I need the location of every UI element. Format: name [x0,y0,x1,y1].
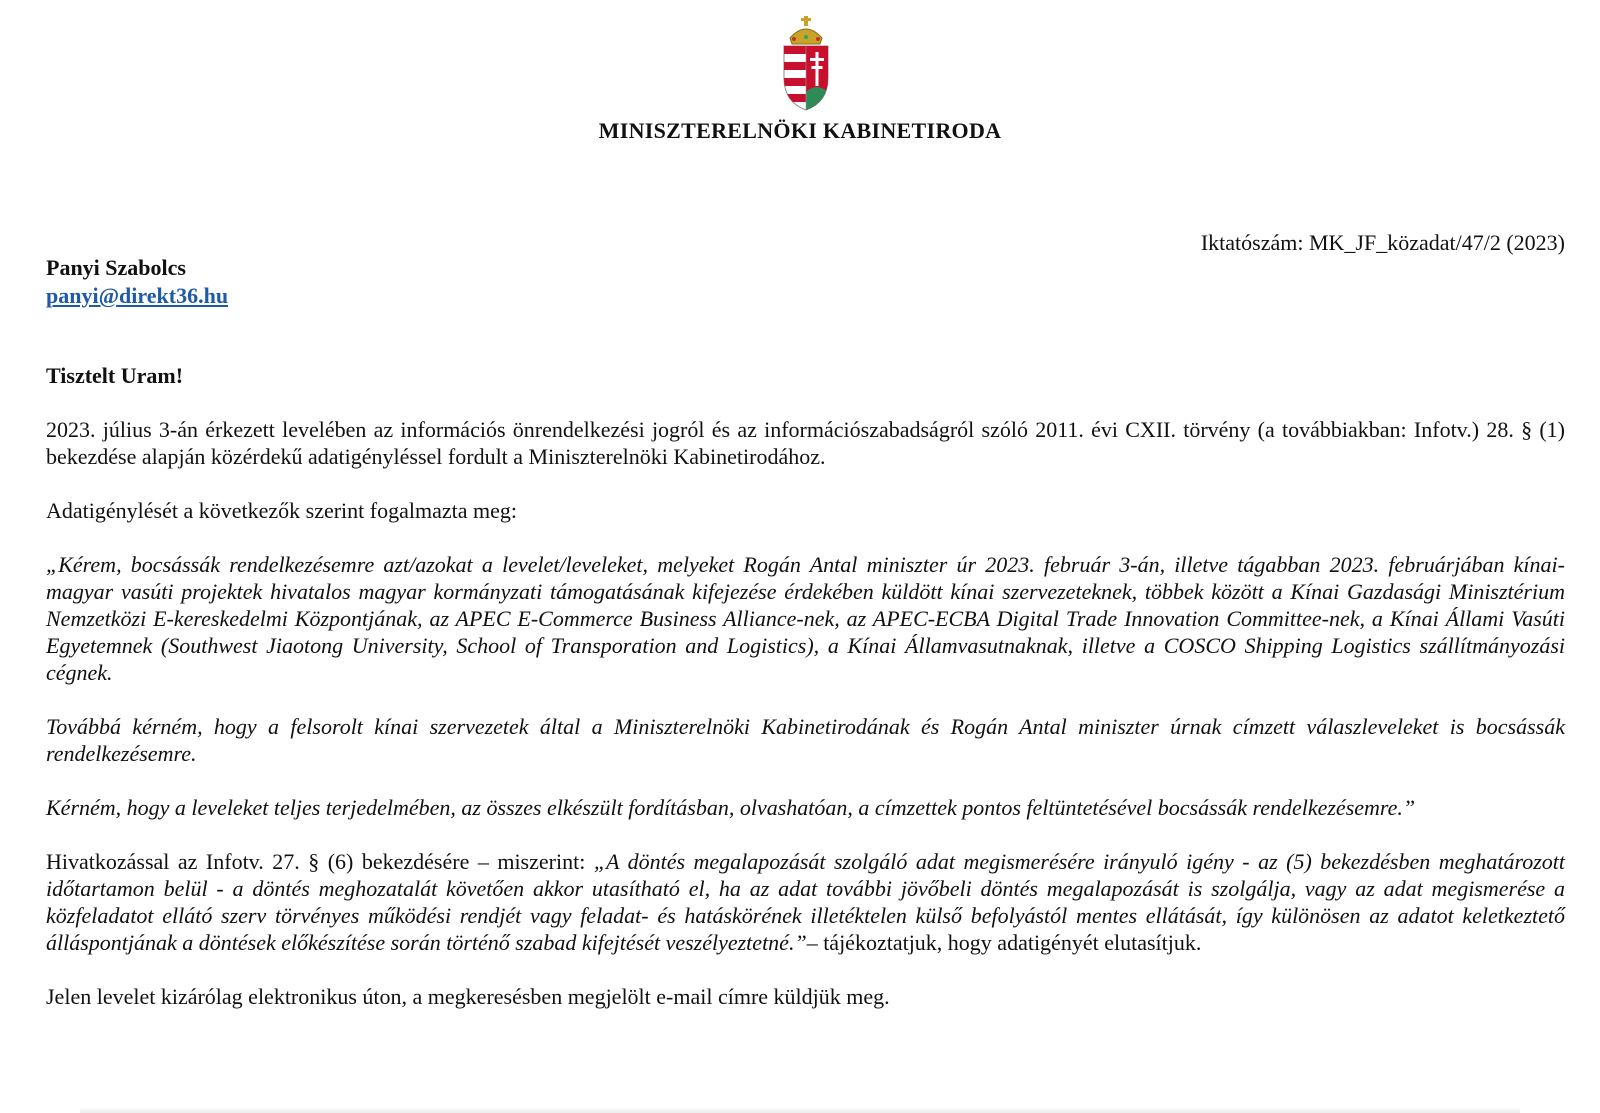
hungarian-coat-of-arms-icon [780,12,832,112]
decision-outcome: – tájékoztatjuk, hogy adatigényét elutasítjuk. [806,930,1202,955]
decision-intro: Hivatkozással az Infotv. 27. § (6) bekezdésére – miszerint: [46,849,594,874]
recipient-name: Panyi Szabolcs [46,255,186,280]
law-quote: „A döntés megalapozását szolgáló adat megismerésére irányuló igény - az (5) bekezdésben meghatározott időtartamon belül - a döntés meghozatalát követően akkor utasítható el, ha az adat további jövőbeli döntés megalapozását is szolgálja, vagy az adat megismerése a közfeladatot ellátó szerv törvényes működési rendjét vagy feladat- és hatáskörének illetéktelen külső befolyástól mentes ellátását, így különösen az adatot keletkeztető álláspontjának a döntések előkészítése során történő szabad kifejtését veszélyeztetné.” [46,849,1565,955]
quoted-request-1: „Kérem, bocsássák rendelkezésemre azt/azokat a levelet/leveleket, melyeket Rogán Antal miniszter úr 2023. február 3-án, illetve tágabban 2023. februárjában kínai-magyar vasúti projektek hivatalos magyar kormányzati támogatásának kifejezése érdekében küldött kínai szervezeteknek, többek között a Kínai Gazdasági Minisztérium Nemzetközi E-kereskedelmi Központjának, az APEC E-Commerce Business Alliance-nek, az APEC-ECBA Digital Trade Innovation Committee-nek, a Kínai Állami Vasúti Egyetemnek (Southwest Jiaotong University, School of Transporation and Logistics), a Kínai Államvasutnaknak, illetve a COSCO Shipping Logistics szállítmányozási cégnek. [46,552,1565,685]
office-title: MINISZTERELNÖKI KABINETIRODA [598,118,1002,143]
reference-number: Iktatószám: MK_JF_közadat/47/2 (2023) [1200,230,1565,255]
paragraph-delivery: Jelen levelet kizárólag elektronikus úton, a megkeresésben megjelölt e-mail címre küldjük meg. [46,984,890,1009]
quoted-request-2: Továbbá kérném, hogy a felsorolt kínai szervezetek által a Miniszterelnöki Kabinetirodának és Rogán Antal miniszter úrnak címzett válaszleveleket is bocsássák rendelkezésemre. [46,714,1565,766]
paragraph-request-intro: Adatigénylését a következők szerint fogalmazta meg: [46,498,517,523]
quoted-request-3: Kérném, hogy a leveleket teljes terjedelmében, az összes elkészült fordításban, olvashatóan, a címzettek pontos feltüntetésével bocsássák rendelkezésemre.” [46,795,1416,820]
greeting: Tisztelt Uram! [46,363,184,388]
recipient-email-link[interactable]: panyi@direkt36.hu [46,283,229,308]
paragraph-request-received: 2023. július 3-án érkezett levelében az információs önrendelkezési jogról és az információszabadságról szóló 2011. évi CXII. törvény (a továbbiakban: Infotv.) 28. § (1) bekezdése alapján közérdekű adatigényléssel fordult a Miniszterelnöki Kabinetirodához. [46,417,1565,469]
letter-body [46,362,1565,1037]
recipient-block [46,254,228,310]
paragraph-decision [46,848,1565,956]
page-bottom-edge [80,1107,1520,1113]
